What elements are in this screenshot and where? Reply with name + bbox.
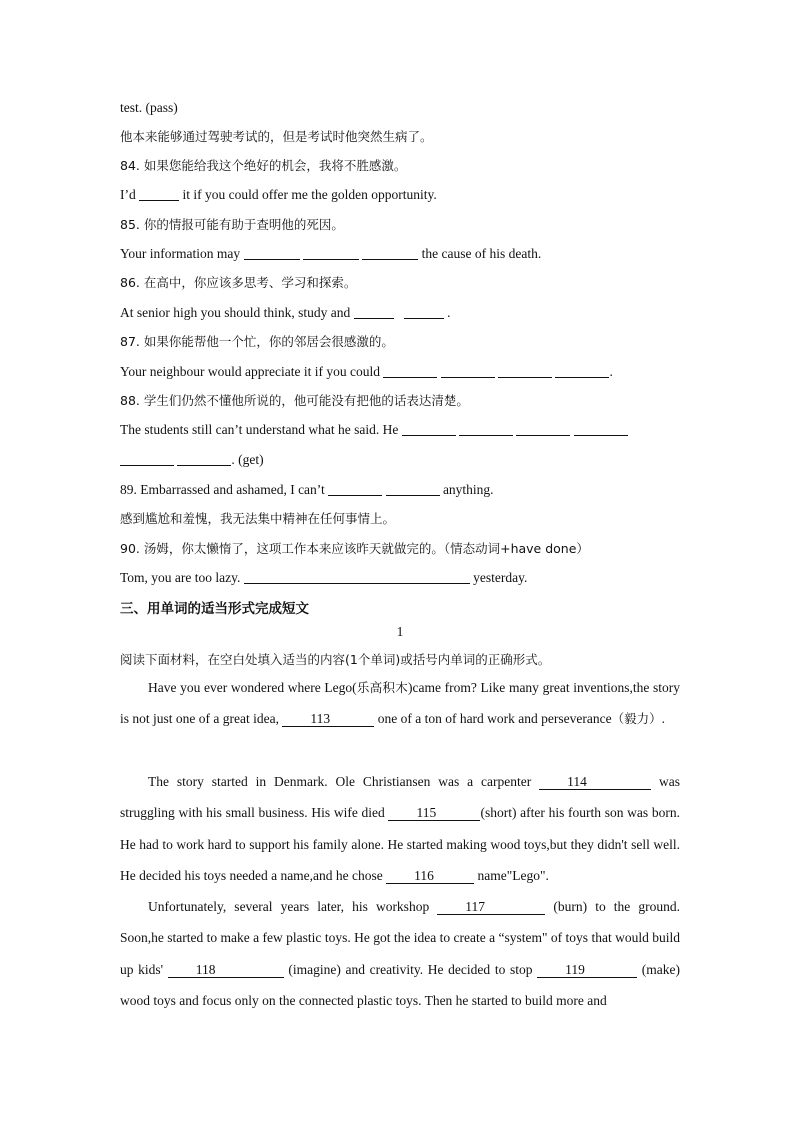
- blank-118[interactable]: 118: [168, 962, 284, 978]
- fill-blank[interactable]: [354, 304, 394, 319]
- fill-blank[interactable]: [139, 186, 179, 201]
- passage-number: 1: [396, 624, 404, 639]
- fill-blank[interactable]: [574, 421, 628, 436]
- blank-114[interactable]: 114: [539, 774, 651, 790]
- question-86: 86. 在高中，你应该多思考、学习和探索。: [120, 275, 357, 290]
- chinese-sentence: 他本来能够通过驾驶考试的，但是考试时他突然生病了。: [120, 129, 433, 144]
- fill-blank[interactable]: [441, 363, 495, 378]
- fill-blank[interactable]: [498, 363, 552, 378]
- question-85: 85. 你的情报可能有助于查明他的死因。: [120, 217, 344, 232]
- question-90: 90. 汤姆，你太懒惰了，这项工作本来应该昨天就做完的。（情态动词+have done）: [120, 541, 589, 556]
- section-instruction: 阅读下面材料，在空白处填入适当的内容(1个单词)或括号内单词的正确形式。: [120, 652, 551, 667]
- blank-116[interactable]: 116: [386, 868, 474, 884]
- fill-blank[interactable]: [120, 451, 174, 466]
- answer-hint-pass: test. (pass): [120, 100, 178, 115]
- fill-blank[interactable]: [244, 245, 300, 260]
- question-87: 87. 如果你能帮他一个忙，你的邻居会很感激的。: [120, 334, 394, 349]
- fill-blank[interactable]: [555, 363, 609, 378]
- english-sentence-86: At senior high you should think, study and .: [120, 305, 451, 320]
- blank-113[interactable]: 113: [282, 711, 374, 727]
- fill-blank[interactable]: [328, 481, 382, 496]
- english-sentence-84: I’d it if you could offer me the golden opportunity.: [120, 187, 437, 202]
- blank-117[interactable]: 117: [437, 899, 545, 915]
- fill-blank[interactable]: [404, 304, 444, 319]
- section-heading: 三、用单词的适当形式完成短文: [120, 601, 309, 617]
- fill-blank[interactable]: [177, 451, 231, 466]
- fill-blank[interactable]: [383, 363, 437, 378]
- chinese-sentence-89: 感到尴尬和羞愧，我无法集中精神在任何事情上。: [120, 511, 396, 526]
- question-84: 84. 如果您能给我这个绝好的机会，我将不胜感激。: [120, 158, 407, 173]
- fill-blank[interactable]: [362, 245, 418, 260]
- blank-115[interactable]: 115: [388, 805, 480, 821]
- fill-blank[interactable]: [244, 569, 470, 584]
- fill-blank[interactable]: [303, 245, 359, 260]
- question-88: 88. 学生们仍然不懂他所说的，他可能没有把他的话表达清楚。: [120, 393, 469, 408]
- passage-paragraph-2: The story started in Denmark. Ole Christiansen was a carpenter 114 was struggling with his small business. His wife died 115 (short) after his fourth son was born. He had to work hard to support his family alone. He started making wood toys,but they didn't sell well. He decided his toys needed a name,and he chose 116 name"Lego".: [120, 774, 680, 884]
- fill-blank[interactable]: [402, 421, 456, 436]
- english-sentence-88-continued: . (get): [120, 451, 682, 469]
- english-sentence-87: Your neighbour would appreciate it if you could .: [120, 364, 613, 379]
- passage-paragraph-3: Unfortunately, several years later, his workshop 117 (burn) to the ground. Soon,he started to make a few plastic toys. He got the idea to create a “system" of toys that would build up kids' 118 (imagine) and creativity. He decided to stop 119 (make) wood toys and focus only on the connected plastic toys. Then he started to build more and: [120, 899, 681, 1009]
- question-89: 89. Embarrassed and ashamed, I can’t anything.: [120, 482, 494, 497]
- english-sentence-90: Tom, you are too lazy. yesterday.: [120, 570, 528, 585]
- english-sentence-88: The students still can’t understand what he said. He: [120, 421, 682, 439]
- fill-blank[interactable]: [386, 481, 440, 496]
- passage-paragraph-1: Have you ever wondered where Lego(乐高积木)came from? Like many great inventions,the story is not just one of a great idea, 113 one of a ton of hard work and perseverance（毅力）.: [120, 680, 680, 727]
- blank-119[interactable]: 119: [537, 962, 637, 978]
- fill-blank[interactable]: [516, 421, 570, 436]
- english-sentence-85: Your information may the cause of his death.: [120, 246, 542, 261]
- fill-blank[interactable]: [459, 421, 513, 436]
